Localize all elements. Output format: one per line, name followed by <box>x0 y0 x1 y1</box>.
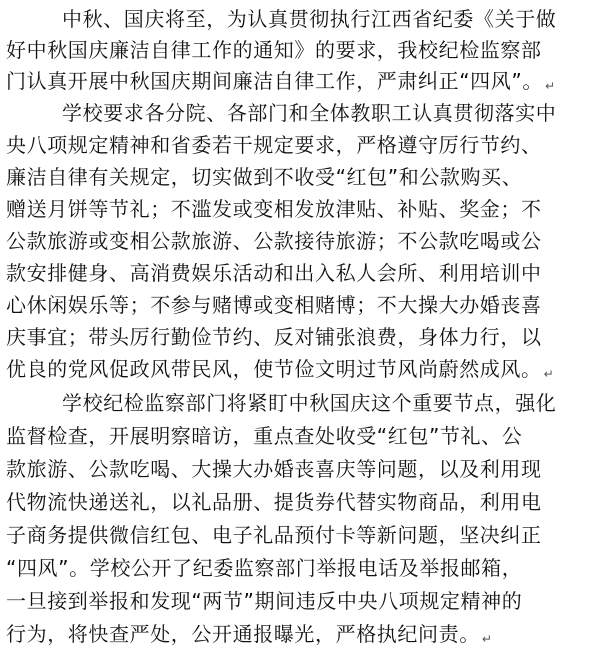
paragraph-2-line-9: 优良的党风促政风带民风，使节俭文明过节风尚蔚然成风。 ↵ <box>6 357 555 381</box>
paragraph-2-line-8: 庆事宜；带头厉行勤俭节约、反对铺张浪费，身体力行，以 <box>6 325 542 349</box>
paragraph-3-line-2: 监督检查，开展明察暗访，重点查处收受“红包”节礼、公 <box>6 424 523 448</box>
paragraph-3-line-1: 学校纪检监察部门将紧盯中秋国庆这个重要节点，强化 <box>62 391 557 415</box>
paragraph-1-line-1: 中秋、国庆将至，为认真贯彻执行江西省纪委《关于做 <box>62 7 557 31</box>
paragraph-3-line-7: 一旦接到举报和发现“两节”期间违反中央八项规定精神的 <box>6 589 523 613</box>
paragraph-2-line-2: 央八项规定精神和省委若干规定要求，严格遵守厉行节约、 <box>6 133 542 157</box>
paragraph-2-line-1: 学校要求各分院、各部门和全体教职工认真贯彻落实中 <box>62 101 557 125</box>
paragraph-mark-icon: ↵ <box>544 79 556 93</box>
paragraph-3-line-8: 行为，将快查严处，公开通报曝光，严格执纪问责。 ↵ <box>6 622 493 646</box>
paragraph-1-line-2: 好中秋国庆廉洁自律工作的通知》的要求，我校纪检监察部 <box>6 38 542 62</box>
paragraph-3-line-6: “四风”。学校公开了纪委监察部门举报电话及举报邮箱， <box>6 556 523 580</box>
paragraph-mark-icon: ↵ <box>481 632 493 646</box>
paragraph-mark-icon: ↵ <box>543 367 555 381</box>
paragraph-2-line-3: 廉洁自律有关规定，切实做到不收受“红包”和公款购买、 <box>6 165 523 189</box>
paragraph-2-line-7: 心休闲娱乐等；不参与赌博或变相赌博；不大操大办婚丧喜 <box>6 293 542 317</box>
paragraph-3-line-3: 款旅游、公款吃喝、大操大办婚丧喜庆等问题，以及利用现 <box>6 457 542 481</box>
paragraph-2-line-5: 公款旅游或变相公款旅游、公款接待旅游；不公款吃喝或公 <box>6 229 542 253</box>
paragraph-2-line-6: 款安排健身、高消费娱乐活动和出入私人会所、利用培训中 <box>6 261 542 285</box>
paragraph-2-line-4: 赠送月饼等节礼；不滥发或变相发放津贴、补贴、奖金；不 <box>6 197 542 221</box>
paragraph-3-line-5: 子商务提供微信红包、电子礼品预付卡等新问题，坚决纠正 <box>6 523 542 547</box>
paragraph-3-line-4: 代物流快递送礼，以礼品册、提货券代替实物商品，利用电 <box>6 490 542 514</box>
paragraph-1-line-3: 门认真开展中秋国庆期间廉洁自律工作，严肃纠正“四风”。 ↵ <box>6 69 556 93</box>
